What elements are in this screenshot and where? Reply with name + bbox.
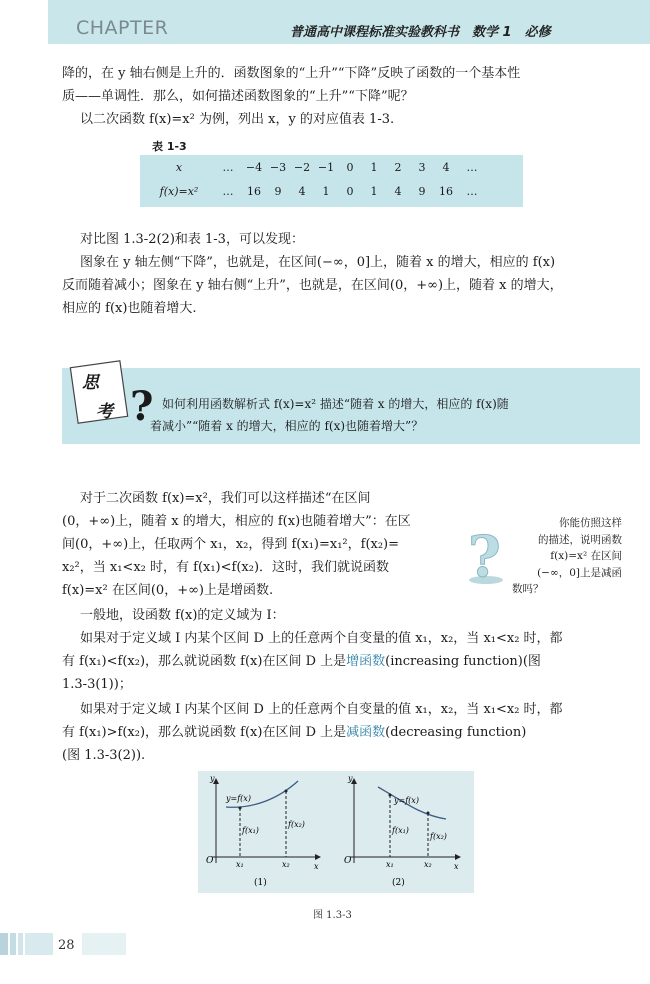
think-icon-char-1: 思: [82, 373, 99, 393]
book-title: 普通高中课程标准实验教科书 数学 1 必修: [290, 25, 551, 40]
body-p4-line-3: (图 1.3-3(2)).: [62, 748, 146, 763]
table-row-x: [140, 157, 523, 181]
table-cell: 16: [247, 185, 261, 198]
x-label: x: [314, 862, 319, 871]
body-p2: 一般地，设函数 f(x)的定义域为 I：: [80, 608, 285, 623]
table-cell: −2: [293, 161, 311, 174]
table-row-fx: [140, 181, 523, 205]
table-cell: 16: [439, 185, 453, 198]
body-text: (increasing function)(图: [385, 654, 541, 669]
table-cell: 0: [346, 161, 354, 174]
x1-label: x₁: [236, 860, 244, 869]
point-2: [285, 790, 288, 793]
f-x2-label: f(x₂): [430, 832, 447, 841]
side-note-line: 你能仿照这样: [559, 517, 622, 529]
table-cell: …: [222, 161, 234, 174]
f-x2-label: f(x₂): [288, 820, 305, 829]
table-cell: …: [466, 161, 478, 174]
table-cell: …: [222, 185, 234, 198]
compare-line-2: 图象在 y 轴左侧“下降”，也就是，在区间(−∞，0]上，随着 x 的增大，相应的 f(x): [80, 255, 556, 270]
body-p3-line-3: 1.3-3(1))；: [62, 677, 132, 692]
graph-decreasing: [344, 774, 460, 888]
think-line-2: 着减小”“随着 x 的增大，相应的 f(x)也随着增大”？: [150, 419, 424, 433]
body-text: 有 f(x₁)>f(x₂)，那么就说函数 f(x)在区间 D 上是: [62, 725, 347, 740]
side-note-line: (−∞，0]上是减函: [537, 566, 622, 579]
svg-text:?: ?: [468, 524, 501, 590]
figure-caption: 图 1.3-3: [313, 910, 352, 921]
body-text: 有 f(x₁)<f(x₂)，那么就说函数 f(x)在区间 D 上是: [62, 654, 347, 669]
side-note: [512, 515, 622, 598]
intro-line-1: 降的，在 y 轴右侧是上升的．函数图象的“上升”“下降”反映了函数的一个基本性: [62, 66, 521, 81]
table-cell: 2: [394, 161, 402, 174]
table-row-label: x: [175, 161, 183, 174]
table-cell: −3: [269, 161, 287, 174]
header-margin: [0, 0, 48, 44]
intro-line-2: 质——单调性．那么，如何描述函数图象的“上升”“下降”呢？: [62, 89, 414, 104]
compare-line-1: 对比图 1.3-2(2)和表 1-3，可以发现：: [80, 232, 304, 247]
body-p1-line-3: 间(0，+∞)上，任取两个 x₁，x₂，得到 f(x₁)=x₁²，f(x₂)=: [62, 537, 400, 552]
body-text: (decreasing function): [385, 725, 527, 740]
table-cell: 1: [370, 161, 378, 174]
side-note-line: 的描述，说明函数: [538, 533, 622, 546]
table-cell: 9: [418, 185, 426, 198]
intro-line-3: 以二次函数 f(x)=x² 为例，列出 x，y 的对应值表 1-3.: [80, 112, 395, 127]
table-cell: 1: [370, 185, 378, 198]
origin-label: O: [344, 856, 352, 866]
sub-caption: (1): [254, 878, 267, 888]
svg-text:?: ?: [130, 383, 154, 430]
table-cell: 4: [394, 185, 402, 198]
point-1: [389, 794, 392, 797]
question-mark-icon: [466, 520, 506, 590]
table-cell: 0: [346, 185, 354, 198]
table-cell: 4: [442, 161, 450, 174]
f-x1-label: f(x₁): [242, 826, 259, 835]
think-line-1: 如何利用函数解析式 f(x)=x² 描述“随着 x 的增大，相应的 f(x)随: [162, 397, 509, 411]
x-label: x: [454, 862, 459, 871]
figure-graphs: [198, 771, 474, 893]
table-cell: 1: [322, 185, 330, 198]
curve-label: y=f(x): [226, 794, 251, 803]
body-p1-line-2: (0，+∞)上，随着 x 的增大，相应的 f(x)也随着增大”：在区: [62, 514, 411, 529]
table-cell: 3: [418, 161, 426, 174]
f-x1-label: f(x₁): [392, 826, 409, 835]
sub-caption: (2): [392, 878, 405, 888]
body-p3-line-2: [62, 650, 541, 669]
side-note-line: 数吗？: [512, 583, 544, 595]
table-label: 表 1-3: [152, 140, 187, 153]
graph-increasing: [206, 774, 320, 888]
y-label: y: [348, 774, 353, 783]
compare-line-3: 反而随着减小；图象在 y 轴右侧“上升”，也就是，在区间(0，+∞)上，随着 x 的增大，: [62, 278, 563, 293]
x2-label: x₂: [424, 860, 432, 869]
point-1: [239, 807, 242, 810]
term-increasing: 增函数: [346, 654, 386, 669]
value-table: [140, 155, 523, 207]
compare-line-4: 相应的 f(x)也随着增大.: [62, 301, 197, 316]
side-note-line: f(x)=x² 在区间: [550, 550, 622, 562]
x2-label: x₂: [282, 860, 290, 869]
page-number: 28: [58, 938, 75, 953]
body-p4-line-1: 如果对于定义域 I 内某个区间 D 上的任意两个自变量的值 x₁，x₂，当 x₁<x₂ 时，都: [80, 702, 563, 717]
y-label: y: [210, 774, 215, 783]
think-icon-char-2: 考: [96, 402, 113, 422]
point-2: [427, 812, 430, 815]
x1-label: x₁: [386, 860, 394, 869]
term-decreasing: 减函数: [346, 725, 386, 740]
body-p1-line-5: f(x)=x² 在区间(0，+∞)上是增函数.: [62, 583, 274, 598]
chapter-label: CHAPTER: [76, 17, 169, 39]
table-row-label: f(x)=x²: [159, 185, 199, 198]
curve-label: y=f(x): [394, 796, 419, 805]
table-cell: −4: [245, 161, 263, 174]
table-cell: 4: [298, 185, 306, 198]
origin-label: O: [206, 856, 214, 866]
table-cell: 9: [274, 185, 282, 198]
body-p1-line-1: 对于二次函数 f(x)=x²，我们可以这样描述“在区间: [80, 491, 371, 506]
table-cell: −1: [317, 161, 335, 174]
body-p4-line-2: [62, 721, 526, 740]
body-p3-line-1: 如果对于定义域 I 内某个区间 D 上的任意两个自变量的值 x₁，x₂，当 x₁<x₂ 时，都: [80, 631, 563, 646]
body-p1-line-4: x₂²，当 x₁<x₂ 时，有 f(x₁)<f(x₂)．这时，我们就说函数: [62, 560, 390, 575]
table-cell: …: [466, 185, 478, 198]
